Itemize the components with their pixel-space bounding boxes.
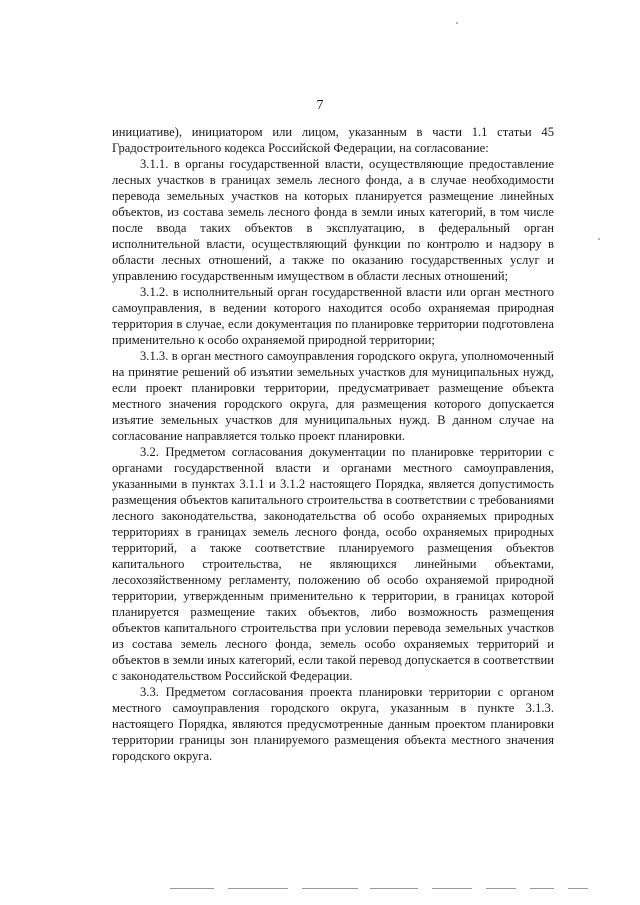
scan-edge-marks	[170, 888, 610, 892]
paragraph-3-2: 3.2. Предметом согласования документации по планировке территории с органами государственной власти и органами местного самоуправления, указанными в пунктах 3.1.1 и 3.1.2 настоящего Порядка, является допустимость размещения объектов капитального строительства в соответствии с требованиями лесного законодательства, законодательства об особо охраняемых природных территориях в границах земель лесного фонда, особо охраняемых природных территорий, а также соответствие планируемого размещения объектов капитального строительства, не являющихся линейными объектами, лесохозяйственному регламенту, положению об особо охраняемой природной территории, утвержденным применительно к территории, в границах которой планируется размещение таких объектов, либо возможность размещения объектов капитального строительства при условии перевода земельных участков из состава земель лесного фонда, земель особо охраняемых территорий и объектов в земли иных категорий, если такой перевод допускается в соответствии с законодательством Российской Федерации.	[112, 445, 554, 683]
paragraph-3-3: 3.3. Предметом согласования проекта планировки территории с органом местного самоуправления городского округа, указанным в пункте 3.1.3. настоящего Порядка, являются предусмотренные данным проектом планировки территории границы зон планируемого размещения объекта местного значения городского округа.	[112, 685, 554, 763]
scan-mark	[486, 888, 516, 889]
scan-mark	[530, 888, 554, 889]
scan-mark	[302, 888, 358, 889]
scan-mark	[568, 888, 588, 889]
paragraph-3-1-2: 3.1.2. в исполнительный орган государственной власти или орган местного самоуправления, в ведении которого находится особо охраняемая природная территория в случае, если документация по планировке территории подготовлена применительно к особо охраняемой природной территории;	[112, 285, 554, 347]
paragraph-3-1-3: 3.1.3. в орган местного самоуправления городского округа, уполномоченный на принятие решений об изъятии земельных участков для муниципальных нужд, если проект планировки территории, предусматривает размещение объекта местного значения городского округа, для размещения которого допускается изъятие земельных участков для муниципальных нужд. В данном случае на согласование направляется только проект планировки.	[112, 349, 554, 443]
page-number: 7	[316, 98, 324, 113]
paragraph-3-1-1: 3.1.1. в органы государственной власти, осуществляющие предоставление лесных участков в границах земель лесного фонда, а в случае необходимости перевода земельных участков на которых планируется размещение линейных объектов, из состава земель лесного фонда в земли иных категорий, в том числе после ввода таких объектов в эксплуатацию, в федеральный орган исполнительной власти, осуществляющий функции по контролю и надзору в области лесных отношений, а также по оказанию государственных услуг и управлению государственным имуществом в области лесных отношений;	[112, 157, 554, 283]
paragraph-continuation: инициативе), инициатором или лицом, указанным в части 1.1 статьи 45 Градостроительного кодекса Российской Федерации, на согласование:	[112, 125, 554, 155]
document-body	[112, 124, 554, 764]
scan-mark	[228, 888, 288, 889]
scan-mark	[170, 888, 214, 889]
scan-dot	[456, 22, 458, 24]
scan-mark	[432, 888, 472, 889]
scan-dot	[598, 238, 600, 240]
scan-mark	[370, 888, 418, 889]
